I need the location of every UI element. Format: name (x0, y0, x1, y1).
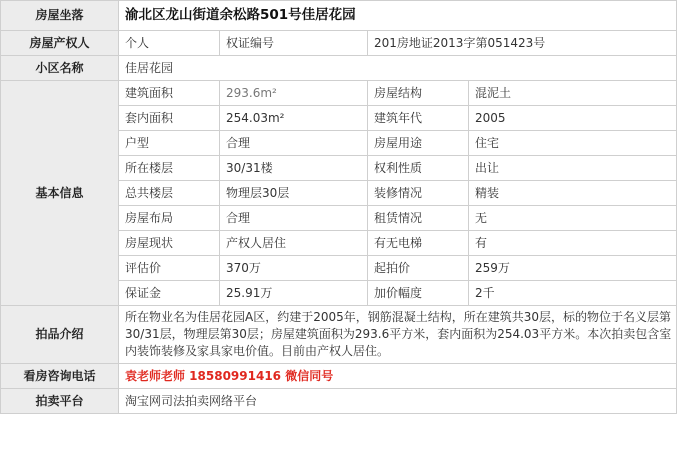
basic-value: 25.91万 (220, 281, 368, 306)
basic-key: 房屋现状 (119, 231, 220, 256)
basic-key: 总共楼层 (119, 181, 220, 206)
basic-value: 254.03m² (220, 106, 368, 131)
community-value: 佳居花园 (119, 56, 677, 81)
basic-value: 2005 (469, 106, 677, 131)
basic-value: 合理 (220, 206, 368, 231)
basic-value: 产权人居住 (220, 231, 368, 256)
basic-key: 套内面积 (119, 106, 220, 131)
basic-key: 权利性质 (368, 156, 469, 181)
owner-value: 个人 (119, 31, 220, 56)
community-label: 小区名称 (1, 56, 119, 81)
basic-key: 所在楼层 (119, 156, 220, 181)
basic-value: 370万 (220, 256, 368, 281)
basic-value: 无 (469, 206, 677, 231)
owner-label: 房屋产权人 (1, 31, 119, 56)
basic-value: 293.6m² (220, 81, 368, 106)
basic-value: 住宅 (469, 131, 677, 156)
basic-key: 房屋用途 (368, 131, 469, 156)
platform-label: 拍卖平台 (1, 389, 119, 414)
platform-value: 淘宝网司法拍卖网络平台 (119, 389, 677, 414)
basic-key: 租赁情况 (368, 206, 469, 231)
cert-number-label: 权证编号 (220, 31, 368, 56)
basic-value: 出让 (469, 156, 677, 181)
basic-value: 30/31楼 (220, 156, 368, 181)
intro-label: 拍品介绍 (1, 306, 119, 364)
basic-key: 建筑面积 (119, 81, 220, 106)
basic-value: 混泥土 (469, 81, 677, 106)
basic-key: 有无电梯 (368, 231, 469, 256)
basic-key: 评估价 (119, 256, 220, 281)
basic-key: 起拍价 (368, 256, 469, 281)
basic-key: 房屋布局 (119, 206, 220, 231)
basic-key: 房屋结构 (368, 81, 469, 106)
basic-value: 2千 (469, 281, 677, 306)
intro-text: 所在物业名为佳居花园A区，约建于2005年，钢筋混凝土结构，所在建筑共30层，标的物位于名义层第30/31层，物理层第30层；房屋建筑面积为293.6平方米，套内面积为254.03平方米。本次拍卖包含室内装饰装修及家具家电价值。目前由产权人居住。 (119, 306, 677, 364)
consult-label: 看房咨询电话 (1, 364, 119, 389)
basic-value: 合理 (220, 131, 368, 156)
basic-key: 装修情况 (368, 181, 469, 206)
cert-number-value: 201房地证2013字第051423号 (368, 31, 677, 56)
consult-phone: 袁老师老师 18580991416 微信同号 (119, 364, 677, 389)
location-label: 房屋坐落 (1, 1, 119, 31)
basic-key: 建筑年代 (368, 106, 469, 131)
basic-value: 有 (469, 231, 677, 256)
property-address: 渝北区龙山街道余松路501号佳居花园 (119, 1, 677, 31)
basic-key: 户型 (119, 131, 220, 156)
basic-value: 259万 (469, 256, 677, 281)
basic-value: 精装 (469, 181, 677, 206)
basic-value: 物理层30层 (220, 181, 368, 206)
basic-key: 保证金 (119, 281, 220, 306)
basic-info-label: 基本信息 (1, 81, 119, 306)
basic-key: 加价幅度 (368, 281, 469, 306)
